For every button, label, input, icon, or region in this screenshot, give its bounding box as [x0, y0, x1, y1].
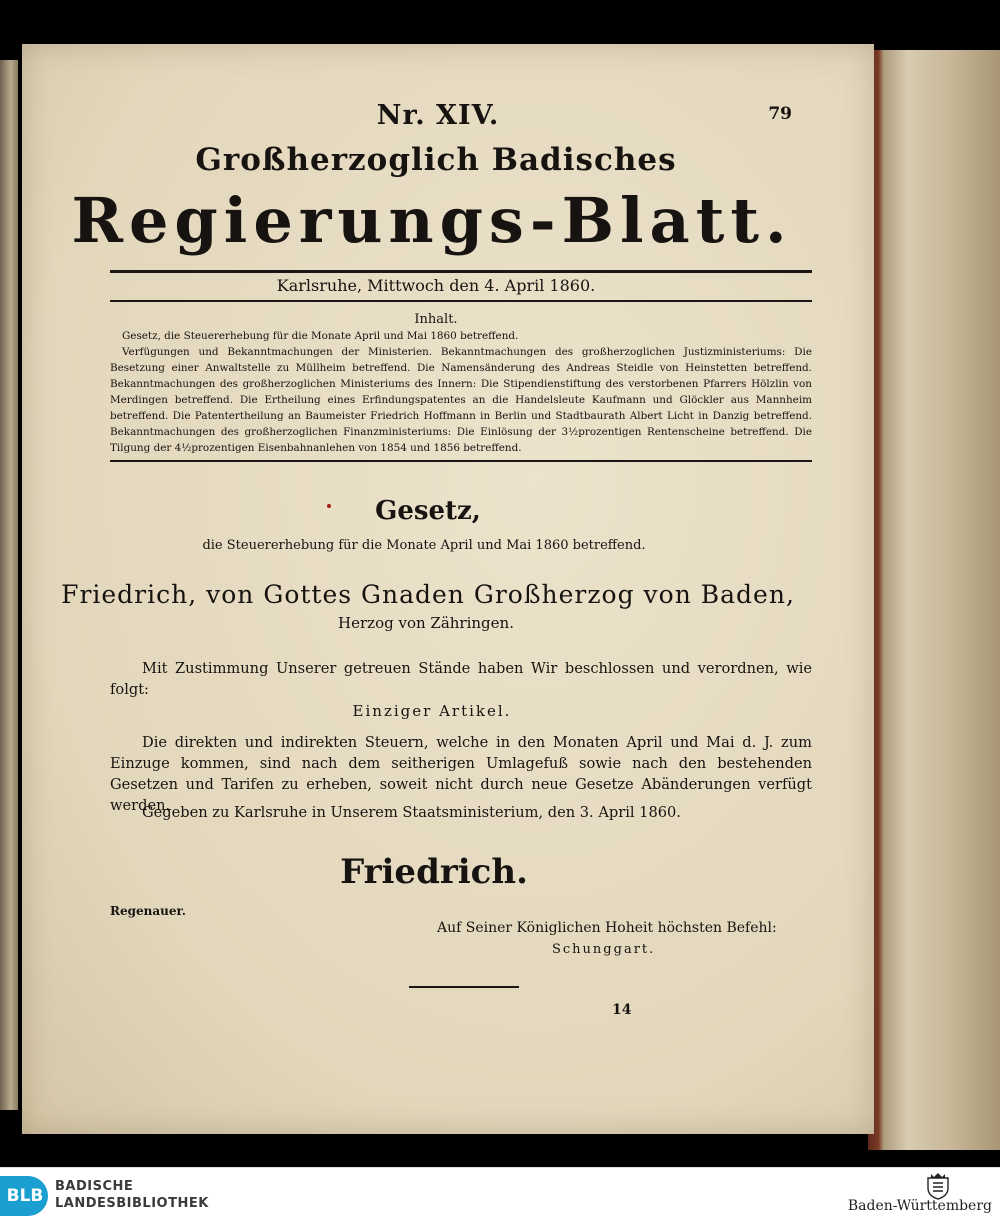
document-page — [22, 44, 874, 1134]
blb-logo[interactable]: BLB — [0, 1176, 48, 1216]
sheet-number: 14 — [612, 1002, 632, 1018]
masthead-line1: Großherzoglich Badisches — [195, 142, 677, 178]
top-rule — [110, 270, 812, 273]
order-line: Auf Seiner Königlichen Hoheit höchsten Befehl: — [437, 920, 777, 936]
closing-rule — [409, 986, 519, 988]
article-paragraph: Die direkten und indirekten Steuern, welche in den Monaten April und Mai d. J. zum Einzuge kommen, sind nach dem seitherigen Umlagefuß sowie nach den bestehenden Gesetzen und Tarifen zu erheben, soweit nicht durch neue Gesetze Abänderungen verfügt werden. — [110, 734, 812, 814]
contents-item-law: Gesetz, die Steuererhebung für die Monate April und Mai 1860 betreffend. — [122, 330, 519, 342]
date-rule — [110, 300, 812, 302]
law-subtitle: die Steuererhebung für die Monate April und Mai 1860 betreffend. — [202, 538, 646, 553]
signature: Friedrich. — [340, 852, 528, 892]
issue-number: Nr. XIV. — [376, 100, 500, 131]
secretary-name: Schunggart. — [552, 942, 656, 957]
law-title: Gesetz, — [375, 496, 481, 526]
page-number: 79 — [768, 104, 792, 124]
library-name[interactable] — [55, 1178, 209, 1212]
library-name-line1: BADISCHE — [55, 1179, 134, 1194]
contents-rule — [110, 460, 812, 462]
footer-bar — [0, 1167, 1000, 1219]
given-at-paragraph: Gegeben zu Karlsruhe in Unserem Staatsministerium, den 3. April 1860. — [142, 804, 681, 821]
coat-of-arms-icon — [925, 1172, 951, 1200]
contents-item-ministries: Verfügungen und Bekanntmachungen der Ministerien. Bekanntmachungen des großherzoglichen Justizministeriums: Die Besetzung einer Anwaltstelle zu Müllheim betreffend. Die Namensänderung des Andreas Steidle von Heinstetten betreffend. Bekanntmachungen des großherzoglichen Ministeriums des Innern: Die Stipendienstiftung des verstorbenen Pfarrers Hölzlin von Merdingen betreffend. Die Ertheilung eines Erfindungspatentes an die Handelsleute Kaufmann und Glöckler aus Mannheim betreffend. Die Patentertheilung an Baumeister Friedrich Hoffmann in Berlin und Stadtbaurath Albert Licht in Danzig betreffend. Bekanntmachungen des großherzoglichen Finanzministeriums: Die Einlösung der 3½prozentigen Rentenscheine betreffend. Die Tilgung der 4½prozentigen Eisenbahnanlehen von 1854 und 1856 betreffend. — [110, 346, 812, 454]
library-name-line2: LANDESBIBLIOTHEK — [55, 1196, 209, 1211]
state-name[interactable]: Baden-Württemberg — [847, 1198, 992, 1214]
contents-title: Inhalt. — [414, 312, 458, 327]
preamble-paragraph: Mit Zustimmung Unserer getreuen Stände haben Wir beschlossen und verordnen, wie folgt: — [110, 660, 812, 698]
countersignature: Regenauer. — [110, 904, 186, 918]
contents-block — [110, 328, 812, 456]
dateline: Karlsruhe, Mittwoch den 4. April 1860. — [276, 276, 596, 295]
article-heading: Einziger Artikel. — [352, 702, 512, 720]
sovereign-subline: Herzog von Zähringen. — [338, 614, 514, 632]
book-page-stack — [868, 50, 1000, 1150]
masthead-title: Regierungs-Blatt. — [71, 184, 793, 257]
sovereign-line: Friedrich, von Gottes Gnaden Großherzog von Baden, — [61, 580, 795, 609]
